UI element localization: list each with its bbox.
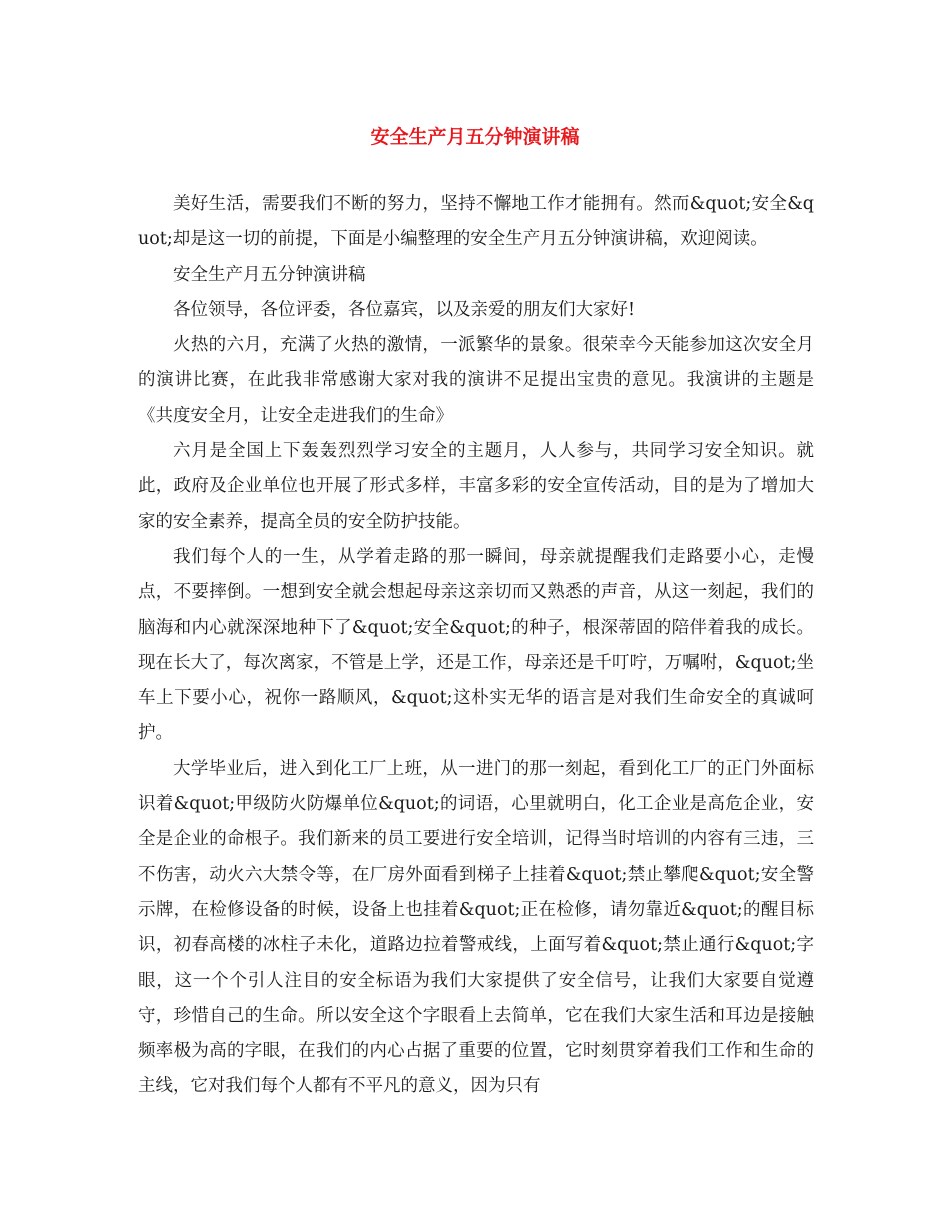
document-title: 安全生产月五分钟演讲稿: [370, 126, 580, 148]
paragraph-subtitle: 安全生产月五分钟演讲稿: [173, 264, 366, 285]
paragraph-intro: 美好生活，需要我们不断的努力，坚持不懈地工作才能拥有。然而&quot;安全&quot;却是这一切的前提，下面是小编整理的安全生产月五分钟演讲稿，欢迎阅读。: [138, 194, 814, 250]
document-body: [138, 187, 814, 1105]
paragraph-greeting: 各位领导，各位评委，各位嘉宾，以及亲爱的朋友们大家好!: [173, 299, 636, 320]
paragraph-mother: 我们每个人的一生，从学着走路的那一瞬间，母亲就提醒我们走路要小心，走慢点，不要摔倒。一想到安全就会想起母亲这亲切而又熟悉的声音，从这一刻起，我们的脑海和内心就深深地种下了&quot;安全&quot;的种子，根深蒂固的陪伴着我的成长。现在长大了，每次离家，不管是上学，还是工作，母亲还是千叮咛，万嘱咐，&quot;坐车上下要小心，祝你一路顺风，&quot;这朴实无华的语言是对我们生命安全的真诚呵护。: [138, 546, 814, 744]
paragraph-opening: 火热的六月，充满了火热的激情，一派繁华的景象。很荣幸今天能参加这次安全月的演讲比赛，在此我非常感谢大家对我的演讲不足提出宝贵的意见。我演讲的主题是《共度安全月，让安全走进我们的生命》: [138, 335, 814, 426]
paragraph-chemical-plant: 大学毕业后，进入到化工厂上班，从一进门的那一刻起，看到化工厂的正门外面标识着&quot;甲级防火防爆单位&quot;的词语，心里就明白，化工企业是高危企业，安全是企业的命根子。我们新来的员工要进行安全培训，记得当时培训的内容有三违，三不伤害，动火六大禁令等，在厂房外面看到梯子上挂着&quot;禁止攀爬&quot;安全警示牌，在检修设备的时候，设备上也挂着&quot;正在检修，请勿靠近&quot;的醒目标识，初春高楼的冰柱子未化，道路边拉着警戒线，上面写着&quot;禁止通行&quot;字眼，这一个个引人注目的安全标语为我们大家提供了安全信号，让我们大家要自觉遵守，珍惜自己的生命。所以安全这个字眼看上去简单，它在我们大家生活和耳边是接触频率极为高的字眼，在我们的内心占据了重要的位置，它时刻贯穿着我们工作和生命的主线，它对我们每个人都有不平凡的意义，因为只有: [138, 758, 814, 1097]
paragraph-june-theme: 六月是全国上下轰轰烈烈学习安全的主题月，人人参与，共同学习安全知识。就此，政府及企业单位也开展了形式多样，丰富多彩的安全宣传活动，目的是为了增加大家的安全素养，提高全员的安全防护技能。: [138, 441, 814, 532]
